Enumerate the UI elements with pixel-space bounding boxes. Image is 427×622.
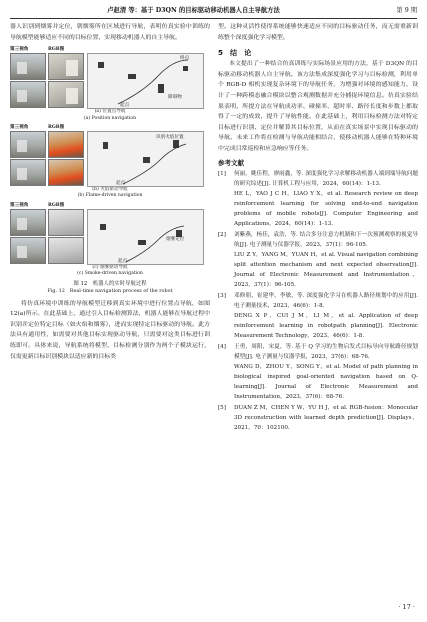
section-title-conclusion: 5 结 论 [218, 48, 252, 58]
references-title: 参考文献 [218, 158, 244, 167]
navigation-map-a [87, 53, 204, 109]
path-trace [88, 132, 204, 187]
map-label-start: 起点 [118, 258, 128, 264]
reference-number [218, 250, 234, 290]
path-trace [88, 210, 204, 265]
reference-text: 何丽，姚佳程，廖雨鑫，等. 深度强化学习求解移动机器人端到端导航问题的研究综述[J]. 计算机工程与应用，2024，60(14)：1-13. [234, 170, 418, 187]
third-view-image [10, 237, 46, 264]
rgb-image [48, 53, 84, 80]
references-list [218, 169, 418, 433]
third-view-image [10, 131, 46, 158]
figure-panel-b [10, 124, 210, 200]
figure-panel-c [10, 202, 210, 278]
navigation-map-c [87, 209, 204, 265]
figure-column-labels [10, 46, 210, 53]
running-header [10, 5, 417, 19]
col-label-rgb: RGB图 [48, 202, 65, 208]
reference-text: HE L，YAO J C H，LIAO Y X，et al. Research review on deep reinforcement learning for solving end-to-end navigation problems of mobile robots[J]. Computer Engineering and Applications，2024，60(14)：1-13. [234, 191, 418, 228]
map-label-start: 起点 [120, 103, 130, 109]
col-label-third-view: 第三视角 [10, 202, 29, 208]
reference-text: 王勇，周阳，宋夏，等. 基于 Q 学习的生物启发式目标导向导航路径规划模型[J]. 电子测量与仪器学报，2023，37(6)：68-76. [234, 343, 418, 360]
col-label-third-view: 第三视角 [10, 47, 29, 53]
left-column [10, 22, 210, 362]
reference-item [218, 291, 418, 311]
figure-caption-cn: 图 12 机器人的实时导航过程 [73, 280, 147, 287]
third-view-image [10, 81, 46, 108]
panel-b-caption-en: (b) Flame-driven navigation [77, 193, 143, 199]
reference-number: [5] [218, 404, 226, 411]
running-header-title: 卢赵清 等：基于 D3QN 的目标驱动移动机器人自主导航方法 [107, 7, 280, 14]
panel-c-caption-en: (c) Smoke-driven navigation [77, 271, 143, 277]
reference-item [218, 311, 418, 341]
reference-item [218, 362, 418, 402]
map-label-flame: 识别火焰位置 [156, 135, 184, 140]
left-body-paragraph: 将仿真环境中训练的导航模型迁移到真实环境中进行位置点导航，如图 12(a)所示。在此基础上，通过引入目标检测算法，机器人能够在导航过程中识别并定位特定目标（如火焰和烟雾），进而实现特定目标驱动的导航。此方法具有通用性，如需要对其他目标实现驱动导航，只需要对这类目标进行训练即可。具体来说，导航系统将模型、目标检测分别作为两个子模块运行，仅需更新目标识别模块以适应新的目标类 [10, 300, 210, 360]
reference-text: 邓修朋，崔建华，李敏，等. 深度强化学习在机器人路径规划中的应用[J]. 电子测量技术，2023，46(6)：1-8. [234, 292, 418, 309]
reference-number: [2] [218, 231, 226, 238]
reference-text: DUAN Z M，CHEN Y W，YU H J，et al. RGB-fusion：Monocular 3D reconstruction with learned depth prediction[J]. Displays，2021，70：102100. [234, 404, 418, 431]
rgb-image-smoke [48, 237, 84, 264]
col-label-rgb: RGB图 [48, 125, 65, 130]
reference-text: DENG X P，CUI J M，LI M，et al. Application of deep reinforcement learning in robotpath planning[J]. Electronic Measurement Technology，2023，46(6)：1-8. [234, 313, 418, 340]
third-view-image [10, 159, 46, 186]
reference-number [218, 311, 234, 341]
conclusion-paragraph: 本文提出了一种结合仿真训练与实际场景应用的方法，基于 D3QN 的目标驱动移动机器人自主导航。该方法集成深度强化学习与目标检测，利用单个 RGB-D 相机实现复杂环境下的导航任务。为增强对环境的感知能力，设计了一种跨模态融合模块以整合观测数据并充分捕捉环境信息。仿真实验结果表明，所提方法在导航成功率、碰撞率、超时率、路径长度和步数上都取得了一定的成效，提升了导航性能。在此基础上，利用目标检测方法对特定目标进行识别、定位并解算其目标位置，从而在真实场景中实现目标驱动的导航。未来工作将在检测与导航功能相结合，使移动机器人能够在特种环境中完成目常巡检和应急响应等任务。 [218, 61, 418, 152]
rgb-image [48, 81, 84, 108]
reference-item [218, 342, 418, 362]
running-header-issue: 第 9 期 [396, 7, 417, 14]
figure-caption-en: Fig. 12 Real-time navigation process of the robot [47, 287, 173, 294]
right-continuation-paragraph: 型。这种灵活性使得系统能够快速适应不同的目标驱动任务，而无需重新训练整个深度强化学习模型。 [218, 24, 418, 41]
figure-12 [10, 46, 210, 294]
reference-item [218, 250, 418, 290]
panel-b-caption-cn: (b) 火焰驱动导航 [92, 187, 128, 192]
reference-item [218, 169, 418, 189]
reference-number: [4] [218, 343, 226, 350]
panel-c-caption-cn: (c) 烟雾驱动导航 [92, 264, 128, 270]
reference-text: WANG D，ZHOU Y，SONG Y，et al. Model of path planning in biological inspired goal-oriented navigation based on Q-learning[J]. Journal of Electronic Measurement and Instrumentation，2023，37(6)：68-76. [234, 364, 418, 401]
third-view-image [10, 209, 46, 236]
reference-item [218, 403, 418, 433]
rgb-image-flame [48, 131, 84, 158]
right-column [218, 22, 418, 433]
third-view-image [10, 53, 46, 80]
panel-a-caption-en: (a) Position navigation [83, 115, 137, 121]
reference-number [218, 362, 234, 402]
figure-panel-a [10, 46, 210, 122]
rgb-image-smoke [48, 209, 84, 236]
map-label-start: 起点 [116, 181, 126, 186]
col-label-third-view: 第三视角 [10, 125, 29, 130]
map-label-smoke: 烟雾定位 [166, 236, 185, 242]
page-number: · 17 · [398, 603, 415, 611]
reference-item [218, 230, 418, 250]
path-trace [88, 54, 204, 109]
reference-text: LIU Z Y，YANG M，YUAN H，et al. Visual navigation combining split attention mechanism and next expected observation[J]. Journal of Electronic Measurement and Instrumentation，2023，37(1)：96-105. [234, 252, 418, 289]
reference-number: [1] [218, 170, 226, 177]
map-label-end: 终点 [180, 56, 190, 62]
left-intro-paragraph: 器人识别到烟雾并定位，朝烟雾所在区域进行导航，表明仿真实验中训练的导航模型能够适应不同的目标位置，实现移动机器人的自主导航。 [10, 24, 210, 41]
rgb-image-flame [48, 159, 84, 186]
reference-number [218, 189, 234, 229]
reference-number: [3] [218, 292, 226, 299]
col-label-rgb: RGB图 [48, 47, 65, 53]
thumbnail-column [10, 53, 84, 108]
navigation-map-b [87, 131, 204, 187]
reference-text: 刘紫燕，杨佳，袁浩，等. 结合多分注意力机制和下一次预测观察的视觉导航[J]. 电子测量与仪器学报，2023，37(1)：96-105. [234, 231, 418, 248]
map-label-obstacle: 障碍物 [168, 95, 182, 101]
reference-item [218, 189, 418, 229]
panel-a-caption-cn: (a) 位置点导航 [94, 109, 126, 115]
